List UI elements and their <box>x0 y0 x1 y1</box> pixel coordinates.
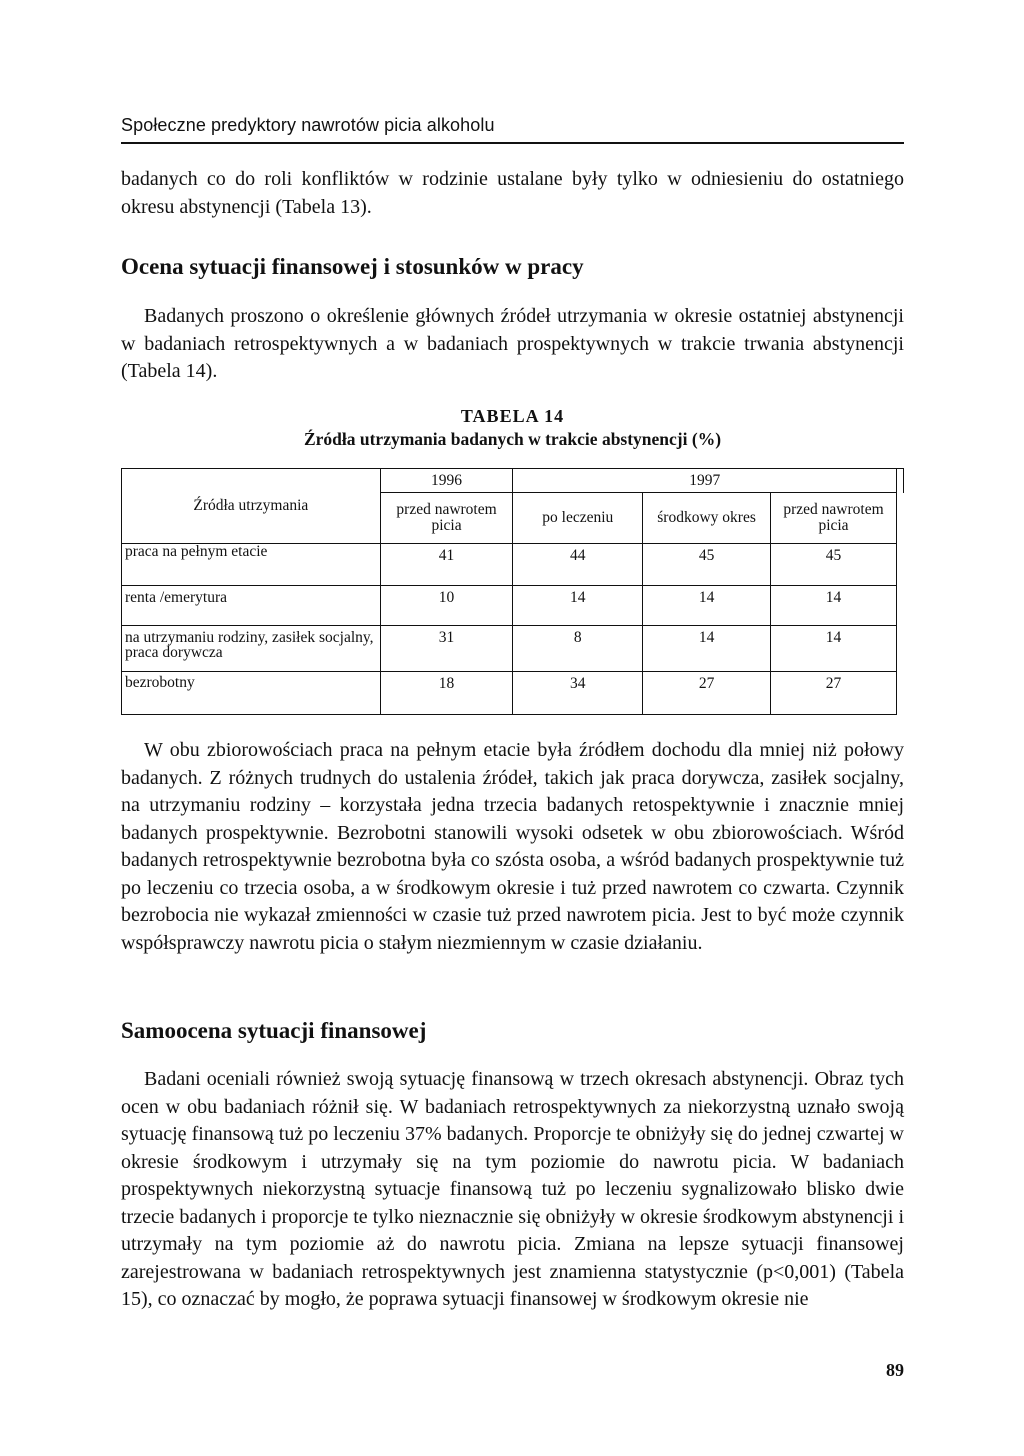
row-label: praca na pełnym etacie <box>122 544 381 586</box>
cell: 14 <box>771 626 897 672</box>
col-header: przed nawrotem picia <box>380 493 513 544</box>
year-1997: 1997 <box>513 469 897 493</box>
cell: 44 <box>513 544 643 586</box>
section-heading-finances-work: Ocena sytuacji finansowej i stosunków w pracy <box>121 254 584 279</box>
col-header: środkowy okres <box>643 493 771 544</box>
section2-paragraph: Badani oceniali również swoją sytuację finansową w trzech okresach abstynencji. Obraz tych ocen w obu badaniach różnił się. W badaniach retrospektywnych za niekorzystną uznało swoją sytuację finansową tuż po leczeniu 37% badanych. Proporcje te obniżyły się do jednej czwartej w okresie środkowym i utrzymały się na tym poziomie do nawrotu picia. W badaniach prospektywnych niekorzystną sytuacje finansową tuż po leczeniu sygnalizowało blisko dwie trzecie badanych i proporcje te tylko nieznacznie się obniżyły w okresie środkowym abstynencji i utrzymały na tym poziomie aż do nawrotu picia. Zmiana na lepsze sytuacji finansowej zarejestrowana w badaniach retrospektywnych jest znamienna statystycznie (p<0,001) (Tabela 15), co oznaczać by mogło, że poprawa sytuacji finansowej w środkowym okresie nie <box>121 1068 904 1310</box>
cell: 34 <box>513 672 643 715</box>
intro-block <box>121 166 904 221</box>
table-title: Źródła utrzymania badanych w trakcie abstynencji (%) <box>303 429 722 449</box>
col-header: przed nawrotem picia <box>771 493 897 544</box>
year-1996: 1996 <box>380 469 513 493</box>
header-rule <box>121 142 904 144</box>
intro-paragraph: badanych co do roli konfliktów w rodzinie ustalane były tylko w odniesieniu do ostatniego okresu abstynencji (Tabela 13). <box>121 168 904 218</box>
section1-paragraph: Badanych proszono o określenie głównych źródeł utrzymania w okresie ostatniej abstynencji w badaniach retrospektywnych a w badaniach prospektywnych w trakcie trwania abstynencji (Tabela 14). <box>121 305 904 382</box>
row-label: na utrzymaniu rodziny, zasiłek socjalny, praca dorywcza <box>122 626 381 672</box>
section-heading-self-assessment: Samoocena sytuacji finansowej <box>121 1018 427 1043</box>
col-header: po leczeniu <box>513 493 643 544</box>
table-caption <box>121 406 904 450</box>
table-row <box>122 544 904 586</box>
table-number: TABELA 14 <box>460 406 565 426</box>
row-header: Źródła utrzymania <box>122 469 381 544</box>
row-label: renta /emerytura <box>122 586 381 626</box>
cell: 27 <box>771 672 897 715</box>
table-row <box>122 586 904 626</box>
cell: 10 <box>380 586 513 626</box>
table-row <box>122 672 904 715</box>
page-number: 89 <box>886 1360 904 1380</box>
post-table-block <box>121 737 904 957</box>
cell: 27 <box>643 672 771 715</box>
section2-block <box>121 1066 904 1314</box>
cell: 18 <box>380 672 513 715</box>
cell: 14 <box>771 586 897 626</box>
cell: 8 <box>513 626 643 672</box>
income-sources-table <box>121 468 904 715</box>
cell: 14 <box>643 626 771 672</box>
table-row <box>122 626 904 672</box>
post-table-paragraph: W obu zbiorowościach praca na pełnym etacie była źródłem dochodu dla mniej niż połowy badanych. Z różnych trudnych do ustalenia źródeł, takich jak praca dorywcza, zasiłek socjalny, na utrzymaniu rodziny – korzystała jedna trzecia badanych retospektywnie i znacznie mniej badanych prospektywnie. Bezrobotni stanowili wysoki odsetek w obu zbiorowościach. Wśród badanych retrospektywnie bezrobotna była co szósta osoba, a wśród badanych prospektywnie tuż po leczeniu co trzecia osoba, a w środkowym okresie i tuż przed nawrotem co czwarta. Czynnik bezrobocia nie wykazał zmienności w czasie tuż przed nawrotem picia. Jest to być może czynnik współsprawczy nawrotu picia o stałym niezmiennym w czasie działaniu. <box>121 739 904 954</box>
running-head: Społeczne predyktory nawrotów picia alkoholu <box>121 115 495 135</box>
section1-block <box>121 303 904 386</box>
cell: 45 <box>643 544 771 586</box>
row-label: bezrobotny <box>122 672 381 715</box>
table-year-row <box>122 469 904 493</box>
cell: 14 <box>513 586 643 626</box>
cell: 41 <box>380 544 513 586</box>
cell: 31 <box>380 626 513 672</box>
cell: 45 <box>771 544 897 586</box>
cell: 14 <box>643 586 771 626</box>
